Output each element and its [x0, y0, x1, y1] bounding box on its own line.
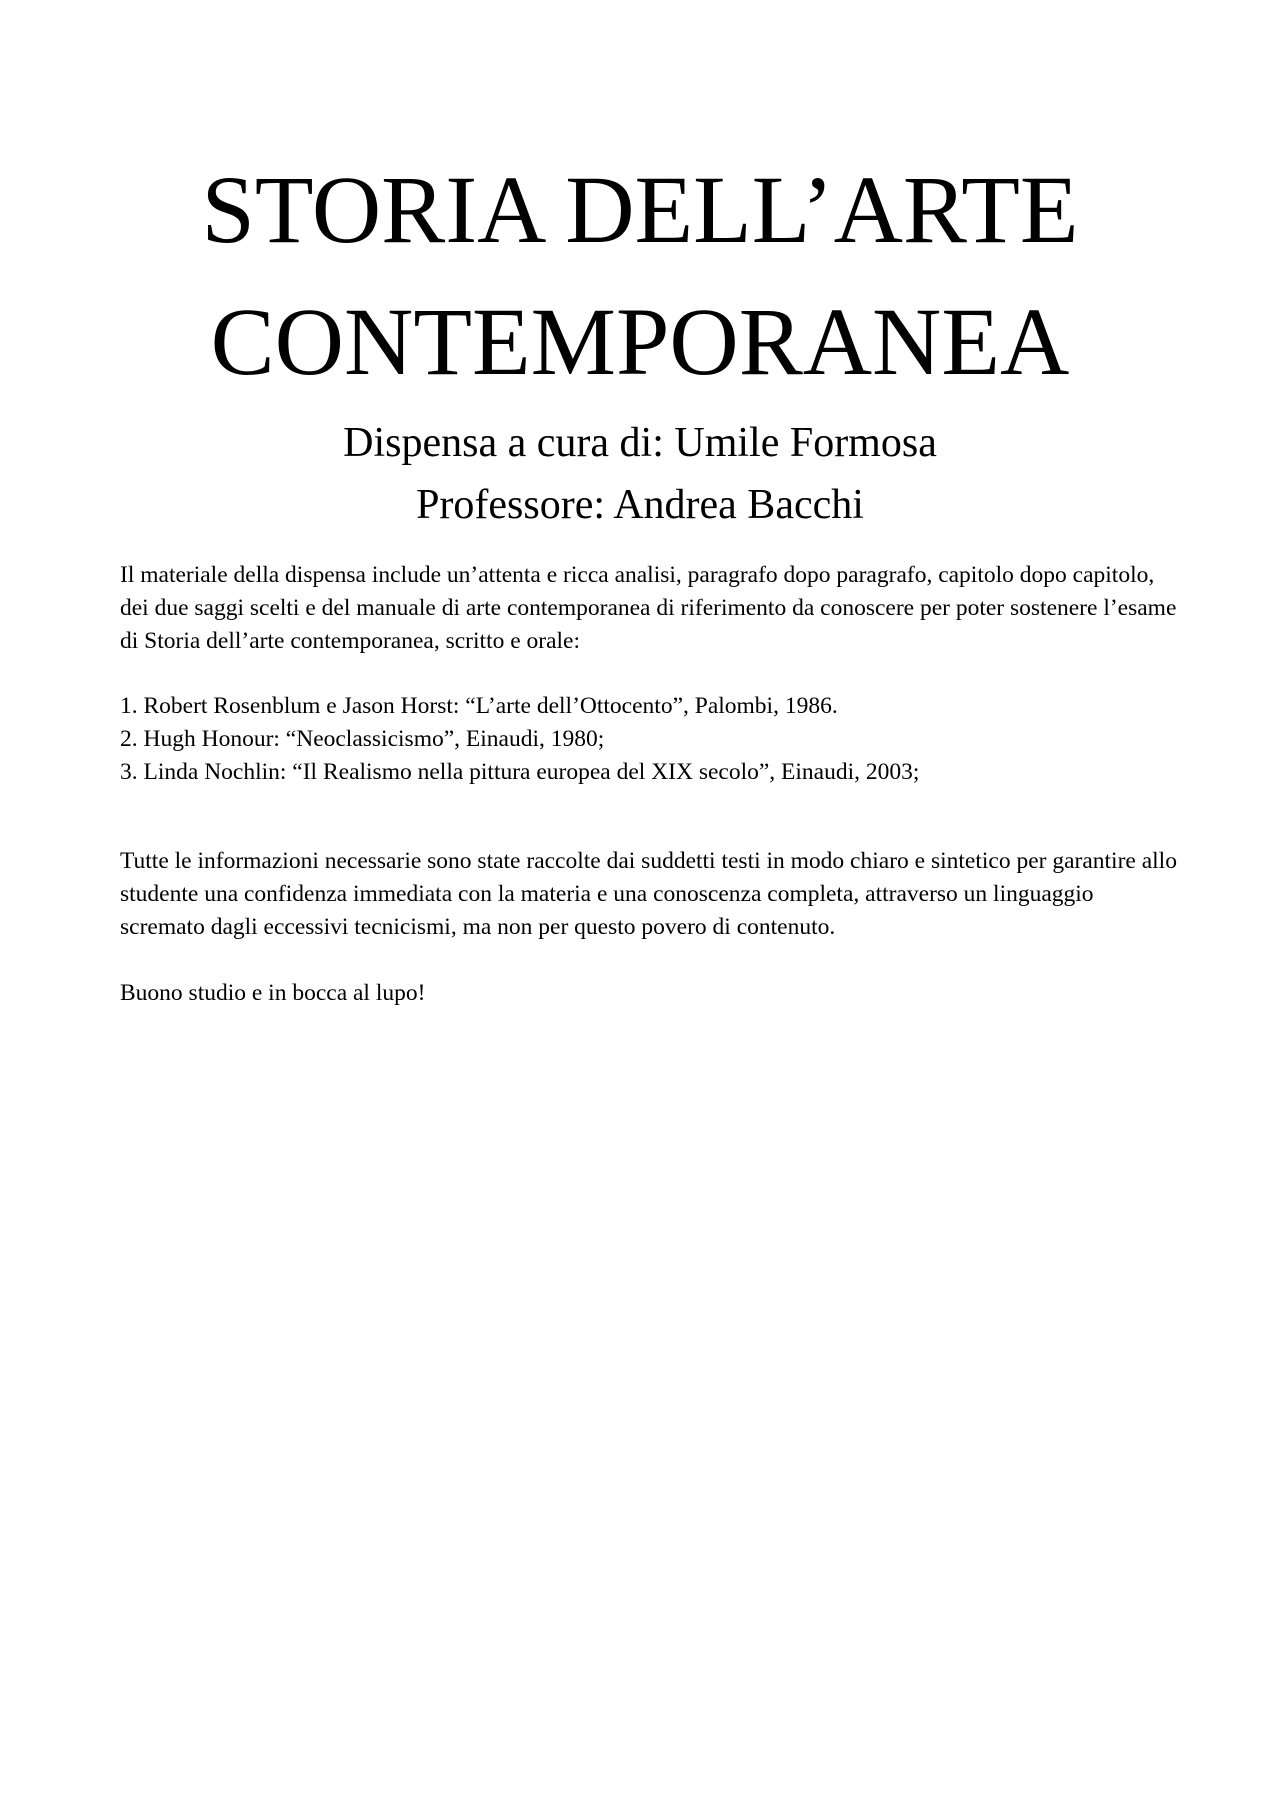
book-item: 3. Linda Nochlin: “Il Realismo nella pittura europea del XIX secolo”, Einaudi, 2003; — [120, 759, 920, 785]
professor-line: Professore: Andrea Bacchi — [416, 482, 864, 528]
document-title-line2: CONTEMPORANEA — [210, 288, 1070, 395]
book-list — [120, 690, 1180, 789]
intro-paragraph: Il materiale della dispensa include un’attenta e ricca analisi, paragrafo dopo paragrafo, capitolo dopo capitolo, dei due saggi scelti e del manuale di arte contemporanea di riferimento da conoscere per poter sostenere l’esame di Storia dell’arte contemporanea, scritto e orale: — [120, 562, 1177, 654]
book-item: 1. Robert Rosenblum e Jason Horst: “L’arte dell’Ottocento”, Palombi, 1986. — [120, 693, 838, 719]
outro-paragraph: Tutte le informazioni necessarie sono state raccolte dai suddetti testi in modo chiaro e sintetico per garantire allo studente una confidenza immediata con la materia e una conoscenza completa, attraverso un linguaggio scremato dagli eccessivi tecnicismi, ma non per questo povero di contenuto. — [120, 848, 1177, 940]
closing-line: Buono studio e in bocca al lupo! — [120, 980, 426, 1006]
curator-line: Dispensa a cura di: Umile Formosa — [343, 420, 937, 466]
book-item: 2. Hugh Honour: “Neoclassicismo”, Einaudi, 1980; — [120, 726, 605, 752]
document-title-line1: STORIA DELL’ARTE — [201, 156, 1079, 263]
